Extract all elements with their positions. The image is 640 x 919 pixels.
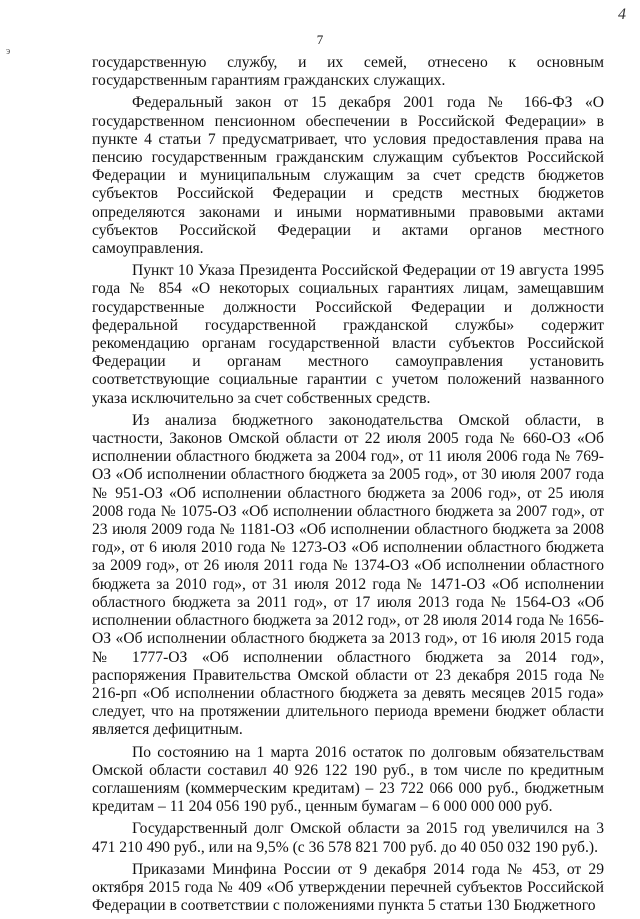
paragraph-minfin-orders: Приказами Минфина России от 9 декабря 2014 года № 453, от 29 октября 2015 года № 409 «Об утверждении перечней субъектов Российской Федерации в соответствии с положениями пункта 5 статьи 130 Бюджетного bbox=[92, 860, 604, 915]
paragraph-continuation: государственную службу, и их семей, отнесено к основным государственным гарантиям гражданских служащих. bbox=[92, 54, 604, 90]
handwritten-corner-mark: 4 bbox=[618, 6, 626, 23]
paragraph-federal-law: Федеральный закон от 15 декабря 2001 года № 166-ФЗ «О государственном пенсионном обеспечении в Российской Федерации» в пункте 4 статьи 7 предусматривает, что условия предоставления права на пенсию государственным гражданским служащим субъектов Российской Федерации и муниципальным служащим за счет средств бюджетов субъектов Российской Федерации и средств местных бюджетов определяются законами и иными нормативными правовыми актами субъектов Российской Федерации и актами органов местного самоуправления. bbox=[92, 94, 604, 258]
paragraph-budget-analysis: Из анализа бюджетного законодательства Омской области, в частности, Законов Омской области от 22 июля 2005 года № 660-ОЗ «Об исполнении областного бюджета за 2004 год», от 11 июля 2006 года № 769-ОЗ «Об исполнении областного бюджета за 2005 год», от 30 июля 2007 года № 951-ОЗ «Об исполнении областного бюджета за 2006 год», от 25 июля 2008 года № 1075-ОЗ «Об исполнении областного бюджета за 2007 год», от 23 июля 2009 года № 1181-ОЗ «Об исполнении областного бюджета за 2008 год», от 6 июля 2010 года № 1273-ОЗ «Об исполнении областного бюджета за 2009 год», от 26 июля 2011 года № 1374-ОЗ «Об исполнении областного бюджета за 2010 год», от 31 июля 2012 года № 1471-ОЗ «Об исполнении областного бюджета за 2011 год», от 17 июля 2013 года № 1564-ОЗ «Об исполнении областного бюджета за 2012 год», от 28 июля 2014 года № 1656-ОЗ «Об исполнении областного бюджета за 2013 год», от 16 июля 2015 года № 1777-ОЗ «Об исполнении областного бюджета за 2014 год», распоряжения Правительства Омской области от 23 декабря 2015 года № 216-рп «Об исполнении областного бюджета за девять месяцев 2015 года» следует, что на протяжении длительного периода времени бюджет области является дефицитным. bbox=[92, 411, 604, 739]
document-body bbox=[92, 54, 604, 919]
scan-edge-mark: э bbox=[6, 46, 11, 57]
page-number: 7 bbox=[316, 32, 324, 47]
paragraph-presidential-decree: Пункт 10 Указа Президента Российской Федерации от 19 августа 1995 года № 854 «О некоторых социальных гарантиях лицам, замещавшим государственные должности Российской Федерации и должности федеральной государственной гражданской службы» содержит рекомендацию органам государственной власти субъектов Российской Федерации и органам местного самоуправления установить соответствующие социальные гарантии с учетом положений названного указа исключительно за счет собственных средств. bbox=[92, 262, 604, 407]
paragraph-debt-balance: По состоянию на 1 марта 2016 остаток по долговым обязательствам Омской области составил 40 926 122 190 руб., в том числе по кредитным соглашениям (коммерческим кредитам) – 23 722 066 000 руб., бюджетным кредитам – 11 204 056 190 руб., ценным бумагам – 6 000 000 000 руб. bbox=[92, 743, 604, 816]
paragraph-state-debt: Государственный долг Омской области за 2015 год увеличился на 3 471 210 490 руб., или на 9,5% (с 36 578 821 700 руб. до 40 050 032 190 руб.). bbox=[92, 820, 604, 856]
